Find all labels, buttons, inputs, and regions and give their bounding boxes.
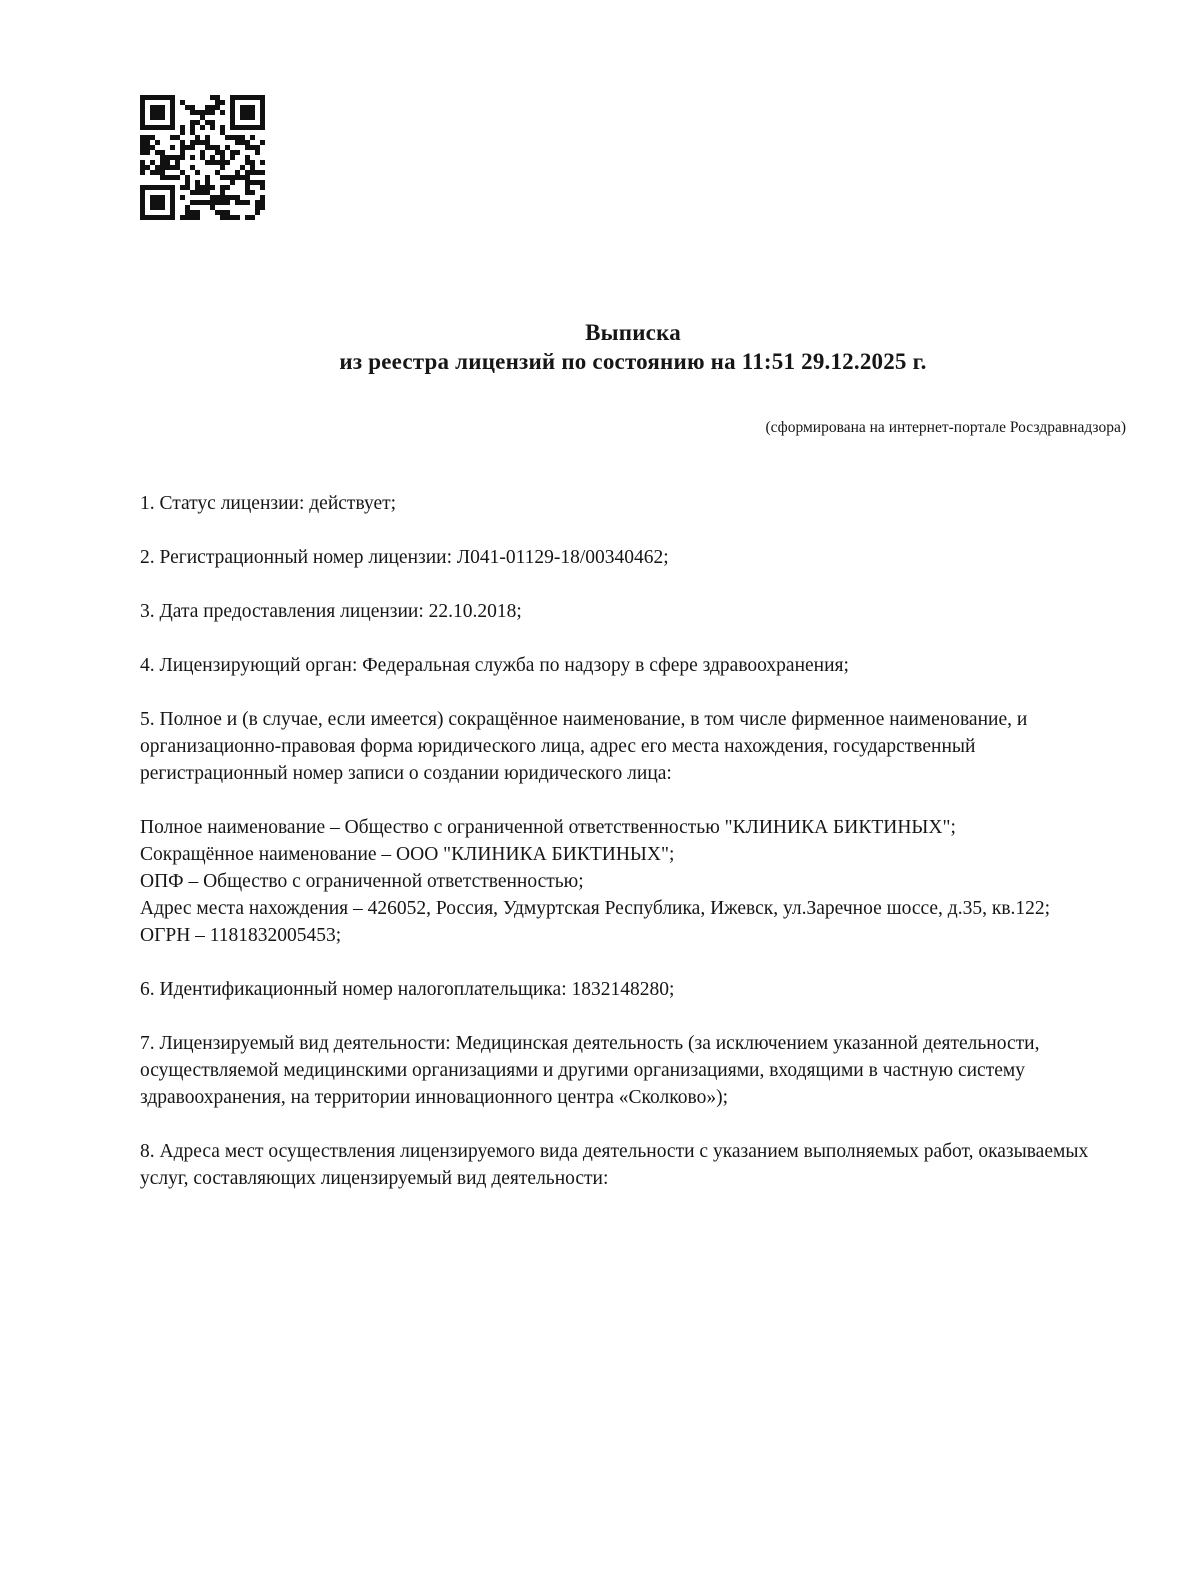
paragraph-licensed-activity: 7. Лицензируемый вид деятельности: Медицинская деятельность (за исключением указанной деятельности, осуществляемой медицинскими организациями и другими организациями, входящими в частную систему здравоохранения, на территории инновационного центра «Сколково»); — [140, 1033, 1040, 1108]
paragraph-licensing-authority: 4. Лицензирующий орган: Федеральная служба по надзору в сфере здравоохранения; — [140, 655, 849, 676]
paragraph-entity-intro: 5. Полное и (в случае, если имеется) сокращённое наименование, в том числе фирменное наименование, и организационно-правовая форма юридического лица, адрес его места нахождения, государственный регистрационный номер записи о создании юридического лица: — [140, 709, 1028, 784]
qr-code-image — [140, 95, 265, 220]
document-title-block — [140, 318, 1126, 376]
entity-legal-form: ОПФ – Общество с ограниченной ответственностью; — [140, 871, 584, 892]
paragraph-addresses-intro: 8. Адреса мест осуществления лицензируемого вида деятельности с указанием выполняемых работ, оказываемых услуг, составляющих лицензируемый вид деятельности: — [140, 1141, 1089, 1189]
document-title-line2: из реестра лицензий по состоянию на 11:51 29.12.2025 г. — [339, 349, 927, 374]
document-title: Выписка — [585, 320, 681, 345]
entity-ogrn: ОГРН – 1181832005453; — [140, 925, 342, 946]
paragraph-grant-date: 3. Дата предоставления лицензии: 22.10.2018; — [140, 601, 522, 622]
paragraph-license-status: 1. Статус лицензии: действует; — [140, 493, 397, 514]
document-subtitle: (сформирована на интернет-портале Росздравнадзора) — [765, 419, 1126, 436]
paragraph-registration-number: 2. Регистрационный номер лицензии: Л041-01129-18/00340462; — [140, 547, 669, 568]
document-body — [140, 490, 1126, 1192]
entity-details-block — [140, 814, 1126, 949]
entity-address: Адрес места нахождения – 426052, Россия, Удмуртская Республика, Ижевск, ул.Заречное шоссе, д.35, кв.122; — [140, 898, 1051, 919]
qr-code — [140, 95, 265, 220]
entity-short-name: Сокращённое наименование – ООО "КЛИНИКА БИКТИНЫХ"; — [140, 844, 675, 865]
paragraph-inn: 6. Идентификационный номер налогоплательщика: 1832148280; — [140, 979, 675, 1000]
entity-full-name: Полное наименование – Общество с ограниченной ответственностью "КЛИНИКА БИКТИНЫХ"; — [140, 817, 956, 838]
